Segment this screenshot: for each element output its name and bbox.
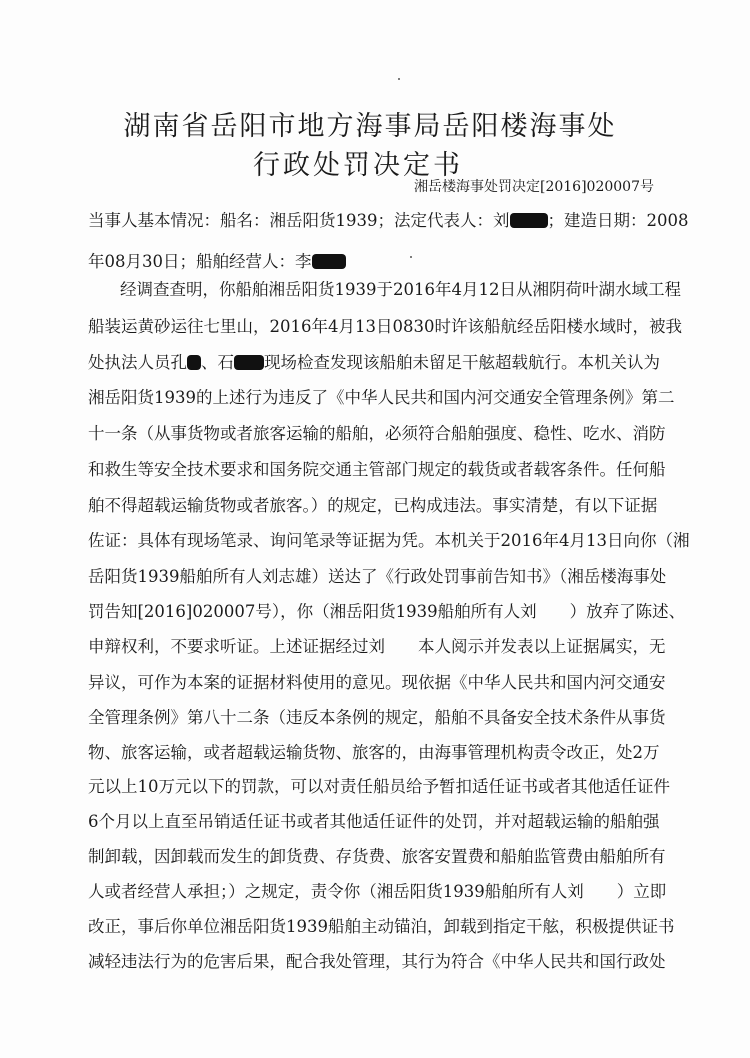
body-line: 异议，可作为本案的证据材料使用的意见。现依据《中华人民共和国内河交通安: [88, 673, 666, 692]
body-line: 岳阳货1939船舶所有人刘志雄）送达了《行政处罚事前告知书》（湘岳楼海事处: [88, 567, 667, 586]
body-line: 和救生等安全技术要求和国务院交通主管部门规定的载货或者载客条件。任何船: [88, 460, 666, 479]
party-info-text: 年08月30日；船舶经营人：李: [88, 252, 312, 271]
body-line: 申辩权利，不要求听证。上述证据经过刘 本人阅示并发表以上证据属实，无: [88, 637, 666, 656]
body-line: 十一条（从事货物或者旅客运输的船舶，必须符合船舶强度、稳性、吃水、消防: [88, 424, 666, 443]
scan-speck: [410, 256, 412, 258]
party-info-line-1: [88, 210, 689, 232]
document-title: 湖南省岳阳市地方海事局岳阳楼海事处: [123, 111, 617, 142]
body-line: [88, 352, 660, 374]
redaction-mark: [187, 355, 201, 370]
document-subtitle: 行政处罚决定书: [253, 150, 463, 181]
body-line: 制卸载，因卸载而发生的卸货费、存货费、旅客安置费和船舶监管费由船舶所有: [88, 847, 666, 866]
party-info-text: 当事人基本情况：船名：湘岳阳货1939；法定代表人：刘: [88, 211, 510, 230]
party-info-text: ；建造日期：2008: [547, 211, 689, 230]
body-line: 罚告知[2016]020007号），你（湘岳阳货1939船舶所有人刘 ）放弃了陈述、: [88, 602, 686, 621]
redaction-mark: [234, 355, 264, 370]
body-line: 元以上10万元以下的罚款，可以对责任船员给予暂扣适任证书或者其他适任证件: [88, 777, 670, 796]
redaction-mark: [312, 254, 346, 269]
body-line: 佐证：具体有现场笔录、询问笔录等证据为凭。本机关于2016年4月13日向你（湘: [88, 531, 690, 550]
body-line: 减轻违法行为的危害后果，配合我处管理，其行为符合《中华人民共和国行政处: [88, 952, 666, 971]
body-line: 改正，事后你单位湘岳阳货1939船舶主动锚泊，卸载到指定干舷，积极提供证书: [88, 917, 675, 936]
body-line: 经调查查明，你船舶湘岳阳货1939于2016年4月12日从湘阴荷叶湖水域工程: [120, 280, 681, 299]
scan-speck: [398, 78, 400, 80]
document-number: 湘岳楼海事处罚决定[2016]020007号: [414, 179, 654, 195]
body-text: 处执法人员孔: [88, 353, 187, 372]
body-line: 人或者经营人承担；）之规定，责令你（湘岳阳货1939船舶所有人刘 ）立即: [88, 882, 667, 901]
body-line: 6个月以上直至吊销适任证书或者其他适任证件的处罚，并对超载运输的船舶强: [88, 812, 660, 831]
body-text: 现场检查发现该船舶未留足干舷超载航行。本机关认为: [264, 353, 660, 372]
body-line: 船装运黄砂运往七里山，2016年4月13日0830时许该船航经岳阳楼水域时，被我: [88, 317, 682, 336]
redaction-mark: [510, 213, 548, 228]
party-info-line-2: [88, 251, 652, 273]
body-line: 物、旅客运输，或者超载运输货物、旅客的，由海事管理机构责令改正，处2万: [88, 743, 660, 762]
body-line: 全管理条例》第八十二条（违反本条例的规定，船舶不具备安全技术条件从事货: [88, 708, 666, 727]
body-line: 湘岳阳货1939的上述行为违反了《中华人民共和国内河交通安全管理条例》第二: [88, 388, 675, 407]
body-line: 舶不得超载运输货物或者旅客。）的规定，已构成违法。事实清楚，有以下证据: [88, 496, 658, 515]
body-text: 、石: [201, 353, 234, 372]
